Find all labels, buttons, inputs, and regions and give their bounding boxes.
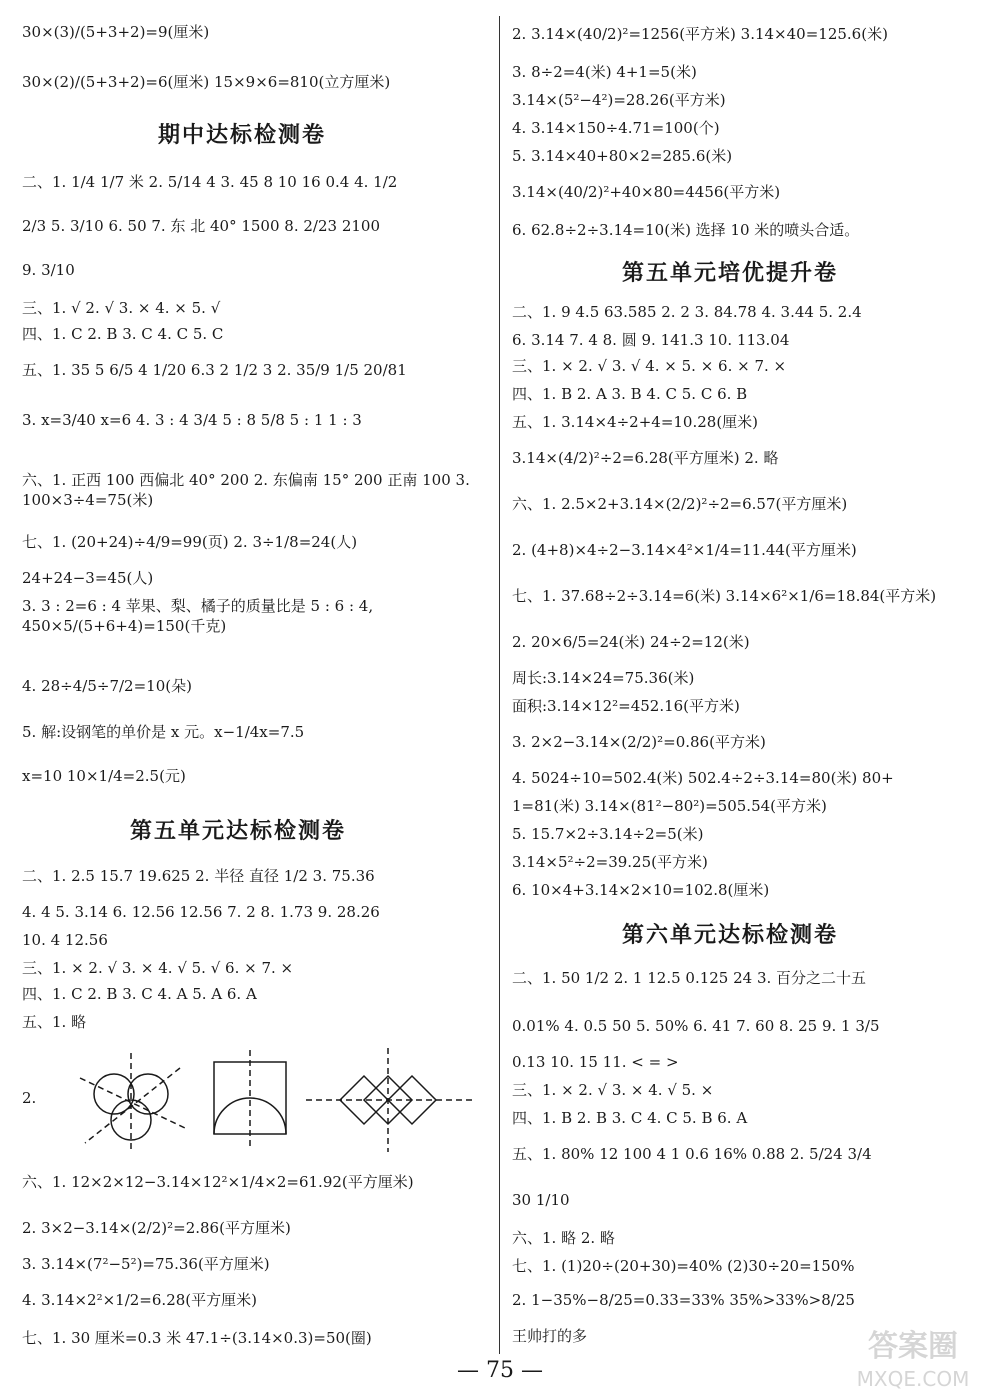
answer-line: 三、1. × 2. √ 3. × 4. √ 5. ×	[512, 1081, 714, 1099]
answer-line: 五、1. 略	[22, 1013, 87, 1031]
answer-line: 6. 62.8÷2÷3.14=10(米) 选择 10 米的喷头合适。	[512, 221, 860, 239]
answer-line: x=10 10×1/4=2.5(元)	[22, 767, 186, 785]
section-heading-unit5: 第五单元达标检测卷	[130, 819, 347, 844]
answer-line: 六、1. 正西 100 西偏北 40° 200 2. 东偏南 15° 200 正南 100 3. 100×3÷4=75(米)	[22, 471, 470, 509]
answer-line: 二、1. 9 4.5 63.585 2. 2 3. 84.78 4. 3.44 5. 2.4	[512, 303, 862, 321]
answer-line: 三、1. × 2. √ 3. × 4. √ 5. √ 6. × 7. ×	[22, 959, 294, 977]
answer-line: 3.14×5²÷2=39.25(平方米)	[512, 853, 708, 871]
section-heading-midterm: 期中达标检测卷	[158, 123, 327, 148]
answer-line: 王帅打的多	[512, 1327, 588, 1345]
answer-line: 24+24−3=45(人)	[22, 569, 154, 587]
column-divider	[499, 16, 500, 1354]
answer-line: 2. 1−35%−8/25=0.33=33% 35%>33%>8/25	[512, 1291, 855, 1309]
answer-line: 五、1. 80% 12 100 4 1 0.6 16% 0.88 2. 5/24 3/4	[512, 1145, 872, 1163]
section-heading-unit6: 第六单元达标检测卷	[622, 923, 839, 948]
answer-line: 3. 3 : 2=6 : 4 苹果、梨、橘子的质量比是 5 : 6 : 4, 450×5/(5+6+4)=150(千克)	[22, 597, 374, 635]
answer-line: 3. 2×2−3.14×(2/2)²=0.86(平方米)	[512, 733, 766, 751]
answer-line: 五、1. 35 5 6/5 4 1/20 6.3 2 1/2 3 2. 35/9 1/5 20/81	[22, 361, 407, 379]
answer-line: 五、1. 3.14×4÷2+4=10.28(厘米)	[512, 413, 759, 431]
answer-line: 6. 3.14 7. 4 8. 圆 9. 141.3 10. 113.04	[512, 331, 790, 349]
answer-line: 3.14×(40/2)²+40×80=4456(平方米)	[512, 183, 781, 201]
answer-line: 二、1. 1/4 1/7 米 2. 5/14 4 3. 45 8 10 16 0.4 4. 1/2	[22, 173, 398, 191]
answer-line: 4. 4 5. 3.14 6. 12.56 12.56 7. 2 8. 1.73 9. 28.26	[22, 903, 380, 921]
answer-line: 六、1. 略 2. 略	[512, 1229, 615, 1247]
answer-line: 周长:3.14×24=75.36(米)	[512, 669, 695, 687]
answer-line: 30×(2)/(5+3+2)=6(厘米) 15×9×6=810(立方厘米)	[22, 73, 391, 91]
answer-line: 二、1. 50 1/2 2. 1 12.5 0.125 24 3. 百分之二十五	[512, 969, 867, 987]
answer-line: 3. 8÷2=4(米) 4+1=5(米)	[512, 63, 697, 81]
answer-line: 四、1. B 2. A 3. B 4. C 5. C 6. B	[512, 385, 748, 403]
answer-line: 1=81(米) 3.14×(81²−80²)=505.54(平方米)	[512, 797, 827, 815]
answer-line: 4. 3.14×150÷4.71=100(个)	[512, 119, 720, 137]
answer-line: 四、1. C 2. B 3. C 4. C 5. C	[22, 325, 224, 343]
watermark-logo	[838, 1318, 988, 1394]
answer-line: 2.	[22, 1089, 37, 1107]
watermark-text: 答案圈	[868, 1329, 958, 1364]
answer-line: 面积:3.14×12²=452.16(平方米)	[512, 697, 740, 715]
answer-line: 四、1. C 2. B 3. C 4. A 5. A 6. A	[22, 985, 257, 1003]
answer-line: 七、1. 37.68÷2÷3.14=6(米) 3.14×6²×1/6=18.84(平方米)	[512, 587, 937, 605]
answer-line: 二、1. 2.5 15.7 19.625 2. 半径 直径 1/2 3. 75.36	[22, 867, 375, 885]
answer-line: 六、1. 2.5×2+3.14×(2/2)²÷2=6.57(平方厘米)	[512, 495, 848, 513]
answer-line: 4. 28÷4/5÷7/2=10(朵)	[22, 677, 192, 695]
answer-line: 3. 3.14×(7²−5²)=75.36(平方厘米)	[22, 1255, 270, 1273]
answer-line: 5. 15.7×2÷3.14÷2=5(米)	[512, 825, 704, 843]
answer-line: 5. 解:设钢笔的单价是 x 元。x−1/4x=7.5	[22, 723, 305, 741]
diamonds-figure	[306, 1048, 472, 1152]
answer-line: 3. x=3/40 x=6 4. 3 : 4 3/4 5 : 8 5/8 5 : 1 1 : 3	[22, 411, 362, 429]
page-number: — 75 —	[457, 1358, 543, 1383]
section-heading-unit5-advanced: 第五单元培优提升卷	[622, 261, 839, 286]
answer-line: 3.14×(5²−4²)=28.26(平方米)	[512, 91, 726, 109]
answer-line: 四、1. B 2. B 3. C 4. C 5. B 6. A	[512, 1109, 748, 1127]
answer-line: 2. 3×2−3.14×(2/2)²=2.86(平方厘米)	[22, 1219, 291, 1237]
answer-line: 2. (4+8)×4÷2−3.14×4²×1/4=11.44(平方厘米)	[512, 541, 857, 559]
answer-line: 30×(3)/(5+3+2)=9(厘米)	[22, 23, 210, 41]
answer-line: 2. 3.14×(40/2)²=1256(平方米) 3.14×40=125.6(米)	[512, 25, 888, 43]
answer-line: 三、1. √ 2. √ 3. × 4. × 5. √	[22, 299, 221, 317]
answer-line: 5. 3.14×40+80×2=285.6(米)	[512, 147, 733, 165]
answer-line: 2/3 5. 3/10 6. 50 7. 东 北 40° 1500 8. 2/23 2100	[22, 217, 380, 235]
answer-line: 4. 3.14×2²×1/2=6.28(平方厘米)	[22, 1291, 257, 1309]
answer-line: 9. 3/10	[22, 261, 75, 279]
answer-line: 10. 4 12.56	[22, 931, 108, 949]
answer-line: 0.01% 4. 0.5 50 5. 50% 6. 41 7. 60 8. 25 9. 1 3/5	[512, 1017, 880, 1035]
geometry-figures	[60, 1048, 480, 1158]
answer-line: 6. 10×4+3.14×2×10=102.8(厘米)	[512, 881, 770, 899]
square-semicircle-figure	[214, 1050, 286, 1148]
answer-line: 3.14×(4/2)²÷2=6.28(平方厘米) 2. 略	[512, 449, 779, 467]
answer-line: 0.13 10. 15 11. < = >	[512, 1053, 679, 1071]
answer-line: 七、1. (20+24)÷4/9=99(页) 2. 3÷1/8=24(人)	[22, 533, 358, 551]
answer-line: 七、1. (1)20÷(20+30)=40% (2)30÷20=150%	[512, 1257, 855, 1275]
answer-line: 2. 20×6/5=24(米) 24÷2=12(米)	[512, 633, 750, 651]
answer-line: 30 1/10	[512, 1191, 570, 1209]
answer-line: 七、1. 30 厘米=0.3 米 47.1÷(3.14×0.3)=50(圈)	[22, 1329, 372, 1347]
watermark-url: MXQE.COM	[856, 1367, 970, 1391]
answer-line: 三、1. × 2. √ 3. √ 4. × 5. × 6. × 7. ×	[512, 357, 787, 375]
three-circles-figure	[80, 1053, 185, 1153]
answer-line: 4. 5024÷10=502.4(米) 502.4÷2÷3.14=80(米) 80+	[512, 769, 894, 787]
answer-line: 六、1. 12×2×12−3.14×12²×1/4×2=61.92(平方厘米)	[22, 1173, 414, 1191]
